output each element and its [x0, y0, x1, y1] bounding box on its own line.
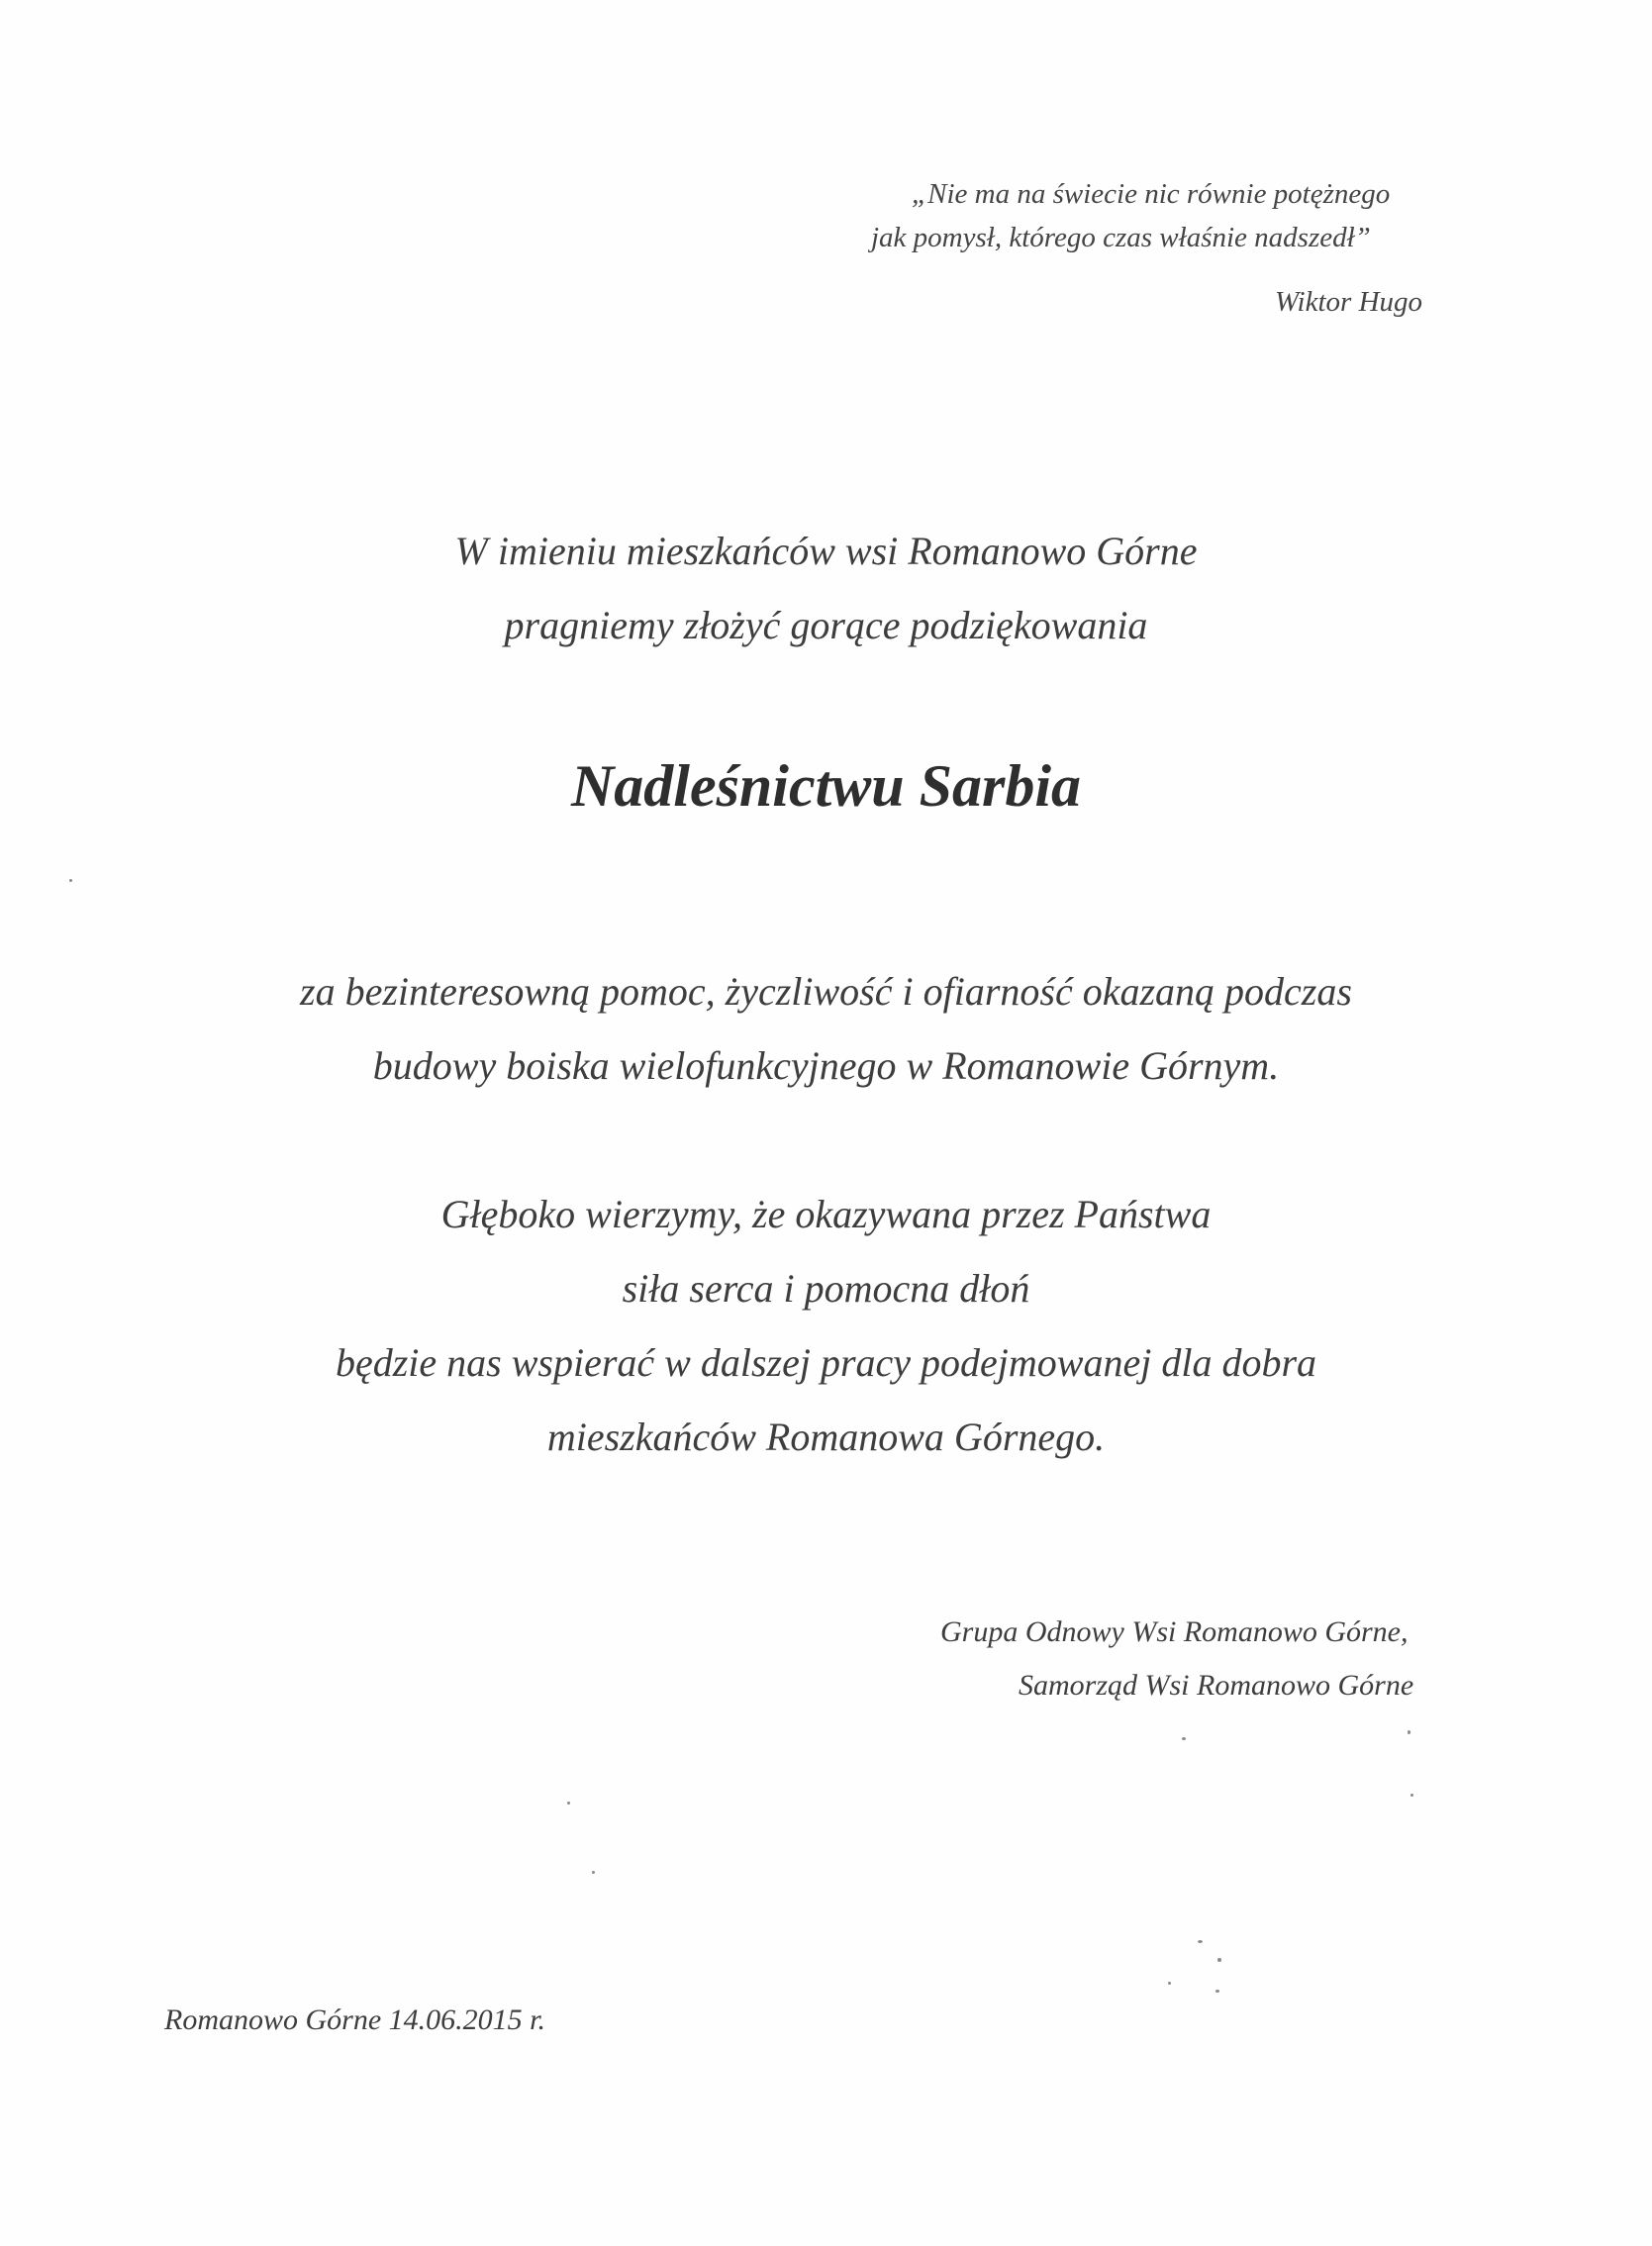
place-and-date: Romanowo Górne 14.06.2015 r.	[164, 2003, 546, 2036]
intro-line-1: W imieniu mieszkańców wsi Romanowo Górne	[454, 529, 1198, 573]
epigraph-line-1: „Nie ma na świecie nic równie potężnego	[912, 178, 1391, 210]
wishes-line-4: mieszkańców Romanowa Górnego.	[546, 1415, 1106, 1459]
recipient-name: Nadleśnictwu Sarbia	[570, 753, 1082, 819]
reason-line-2: budowy boiska wielofunkcyjnego w Romanowie Górnym.	[372, 1043, 1280, 1088]
wishes-line-3: będzie nas wspierać w dalszej pracy podejmowanej dla dobra	[335, 1340, 1317, 1385]
signature-line-2: Samorząd Wsi Romanowo Górne	[1019, 1669, 1414, 1702]
intro-line-2: pragniemy złożyć gorące podziękowania	[504, 603, 1148, 647]
reason-line-1: za bezinteresowną pomoc, życzliwość i ofiarność okazaną podczas	[300, 969, 1352, 1014]
epigraph-author: Wiktor Hugo	[1275, 286, 1423, 318]
wishes-line-2: siła serca i pomocna dłoń	[622, 1266, 1030, 1311]
signature-line-1: Grupa Odnowy Wsi Romanowo Górne,	[940, 1615, 1409, 1648]
wishes-line-1: Głęboko wierzymy, że okazywana przez Państwa	[440, 1192, 1212, 1236]
epigraph-line-2: jak pomysł, którego czas właśnie nadszedł”	[871, 222, 1371, 253]
